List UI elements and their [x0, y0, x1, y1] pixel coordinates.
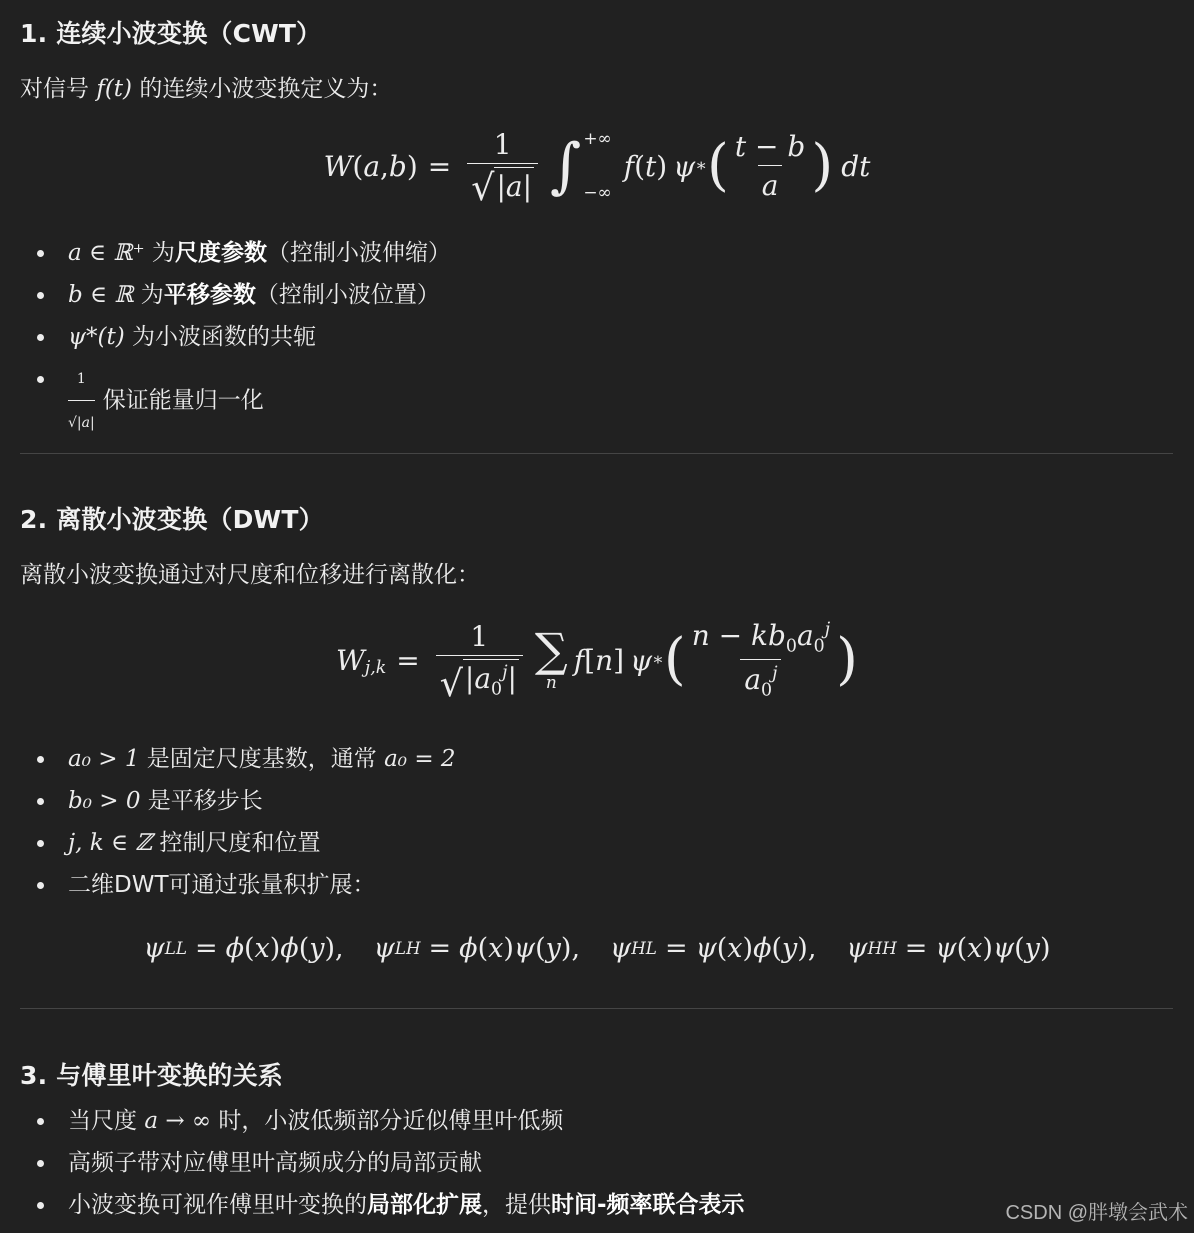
list-item: 二维DWT可通过张量积扩展： — [0, 864, 456, 906]
divider — [20, 453, 1173, 454]
section-heading-cwt: 1. 连续小波变换（CWT） — [20, 19, 322, 48]
list-item: ψ*(t) 为小波函数的共轭 — [0, 316, 451, 358]
watermark: CSDN @胖墩会武术 — [1005, 1202, 1188, 1224]
section-heading-fourier: 3. 与傅里叶变换的关系 — [20, 1061, 283, 1090]
list-item: a₀ > 1 是固定尺度基数，通常 a₀ = 2 — [0, 738, 456, 780]
list-item: 当尺度 a → ∞ 时，小波低频部分近似傅里叶低频 — [0, 1100, 745, 1142]
fourier-bullet-list — [0, 1100, 745, 1226]
cwt-intro — [20, 70, 392, 103]
list-item: b₀ > 0 是平移步长 — [0, 780, 456, 822]
cwt-intro-math: f(t) — [96, 76, 133, 102]
dwt-intro: 离散小波变换通过对尺度和位移进行离散化： — [20, 562, 480, 588]
list-item: 小波变换可视作傅里叶变换的局部化扩展，提供时间-频率联合表示 — [0, 1184, 745, 1226]
section-heading-dwt: 2. 离散小波变换（DWT） — [20, 505, 324, 534]
cwt-bullet-list — [0, 232, 451, 431]
list-item: 高频子带对应傅里叶高频成分的局部贡献 — [0, 1142, 745, 1184]
list-item: b ∈ ℝ 为平移参数（控制小波位置） — [0, 274, 451, 316]
cwt-formula: W ( a , b ) = 1 √ |a| ∫ +∞ −∞ f ( t ) ψ ∗ ( $\frac{t - b}{a}$ ) dt — [323, 128, 871, 209]
list-item: j, k ∈ ℤ 控制尺度和位置 — [0, 822, 456, 864]
dwt-formula: W $_{j,k}$ = 1 √ $|a_0^j|$ ∑ n f [ n ] ψ ∗ ( $\frac{n - kb_0a_0^j}{a_0^j}$ ) — [336, 619, 858, 706]
divider — [20, 1008, 1173, 1009]
cwt-intro-text-end: 的连续小波变换定义为： — [132, 76, 393, 102]
list-item: a ∈ ℝ⁺ 为尺度参数（控制小波伸缩） — [0, 232, 451, 274]
normalization-fraction: $\frac{1}{√|a|}$ — [68, 358, 95, 444]
dwt-bullet-list — [0, 738, 456, 906]
list-item: $\frac{1}{√|a|}$ 保证能量归一化 — [0, 358, 451, 404]
cwt-intro-text: 对信号 — [20, 76, 97, 102]
tensor-product-formula: ψ LL = ϕ ( x ) ϕ ( y ), ψ LH = ϕ ( x ) ψ ( y ), ψ HL = ψ ( x ) ϕ ( y ), ψ HH = ψ ( x ) ψ ( y ) — [143, 932, 1051, 964]
